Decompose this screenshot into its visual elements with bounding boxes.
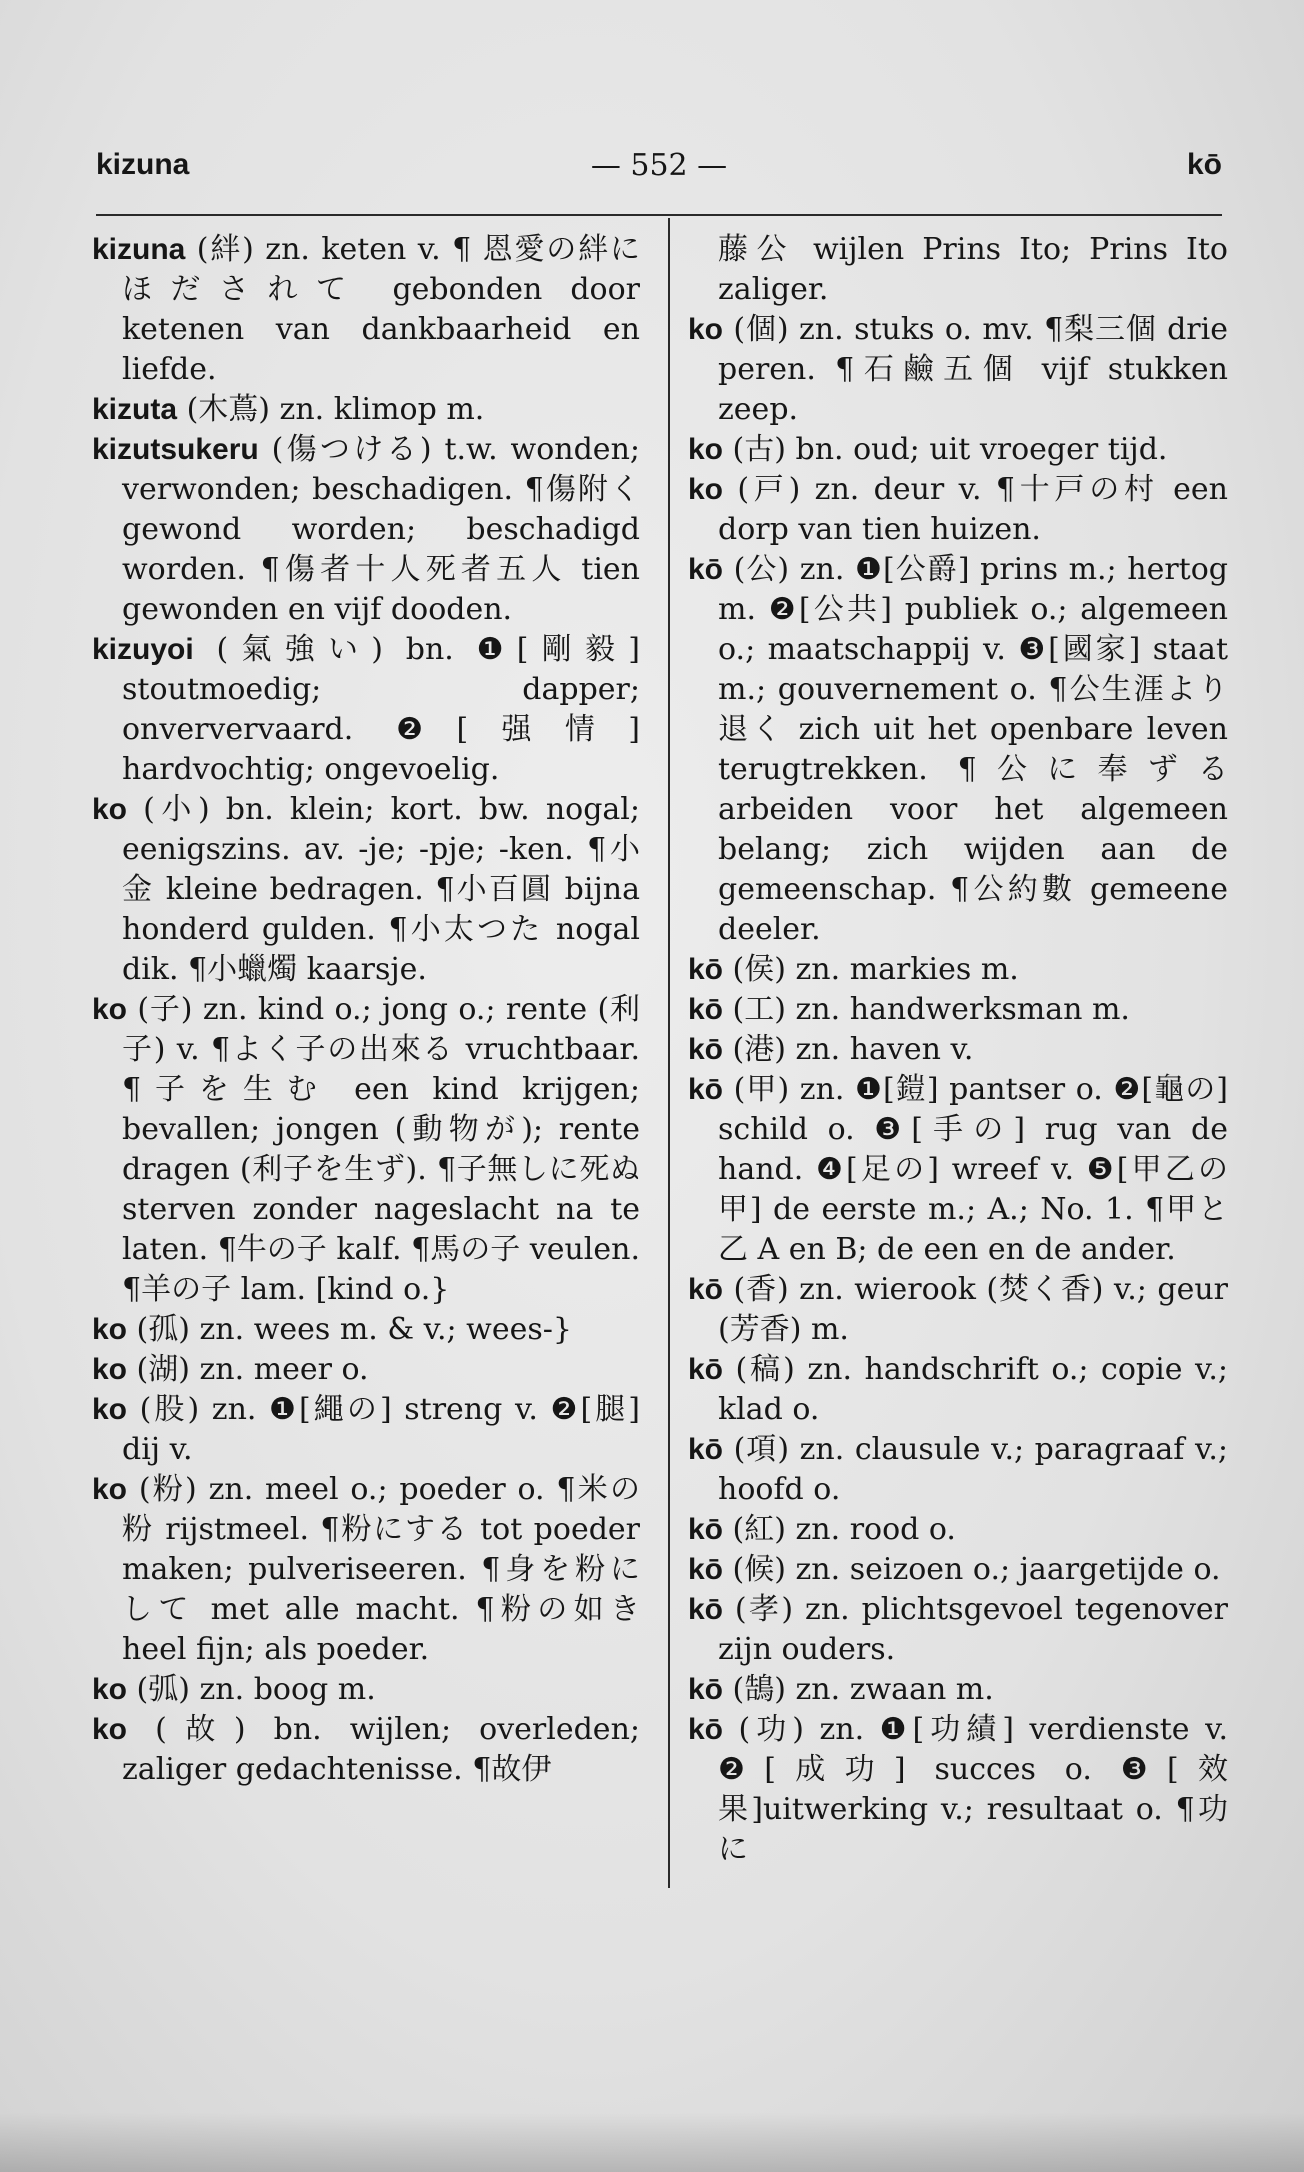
dictionary-entry: [92, 1670, 640, 1710]
dictionary-entry: [688, 1510, 1228, 1550]
dictionary-entry: [688, 1430, 1228, 1510]
entry-definition: (股) zn. ❶[繩の] streng v. ❷[腿] dij v.: [122, 1392, 640, 1467]
dictionary-entry: [688, 550, 1228, 950]
entry-headword: ko: [92, 1473, 128, 1506]
entry-headword: kō: [688, 993, 724, 1026]
dictionary-entry: [688, 470, 1228, 550]
entry-headword: ko: [92, 1673, 128, 1706]
entry-headword: kō: [688, 1433, 724, 1466]
entry-definition: (鵠) zn. zwaan m.: [723, 1672, 994, 1707]
dictionary-entry: [92, 1710, 640, 1790]
running-head-right: kō: [1186, 148, 1222, 181]
entry-definition: (候) zn. seizoen o.; jaargetijde o.: [723, 1552, 1221, 1587]
entry-headword: kizuyoi: [92, 633, 194, 666]
page-header: [96, 148, 1222, 192]
right-column: [688, 230, 1228, 1870]
column-divider: [668, 218, 670, 1888]
left-column: [92, 230, 640, 1790]
entry-definition: (弧) zn. boog m.: [127, 1672, 376, 1707]
dictionary-entry: [688, 310, 1228, 430]
dictionary-entry: [688, 990, 1228, 1030]
dictionary-entry: [92, 990, 640, 1310]
dictionary-entry: [688, 1270, 1228, 1350]
entry-definition: (粉) zn. meel o.; poeder o. ¶米の粉 rijstmeel. ¶粉にする tot poeder maken; pulveriseeren. ¶身を粉にして met alle macht. ¶粉の如き heel fijn; als poeder.: [122, 1472, 640, 1667]
dictionary-entry: [92, 430, 640, 630]
entry-definition: (孤) zn. wees m. & v.; wees-}: [127, 1312, 572, 1347]
entry-headword: ko: [92, 1393, 128, 1426]
entry-headword: kizutsukeru: [92, 433, 259, 466]
entry-headword: kō: [688, 1673, 724, 1706]
dictionary-entry: [92, 1310, 640, 1350]
dictionary-entry: [92, 1350, 640, 1390]
entry-headword: ko: [92, 993, 128, 1026]
entry-headword: ko: [92, 1713, 128, 1746]
entry-definition: (公) zn. ❶[公爵] prins m.; hertog m. ❷[公共] publiek o.; algemeen o.; maatschappij v. ❸[國家] staat m.; gouvernement o. ¶公生涯より退く zich uit het openbare leven terugtrekken. ¶公に奉ずる arbeiden voor het algemeen belang; zich wijden aan de gemeenschap. ¶公約數 gemeene deeler.: [718, 552, 1228, 947]
dictionary-entry: [92, 390, 640, 430]
dictionary-entry: [688, 1550, 1228, 1590]
entry-headword: kō: [688, 1553, 724, 1586]
entry-headword: ko: [92, 1353, 128, 1386]
dictionary-entry: [92, 630, 640, 790]
dictionary-entry: [688, 1710, 1228, 1870]
entry-definition: (紅) zn. rood o.: [723, 1512, 956, 1547]
dictionary-entry: [92, 790, 640, 990]
dictionary-entry: [688, 1670, 1228, 1710]
page-bottom-shadow: [0, 2112, 1304, 2172]
entry-headword: kō: [688, 1513, 724, 1546]
entry-definition: (子) zn. kind o.; jong o.; rente (利子) v. ¶よく子の出來る vruchtbaar. ¶子を生む een kind krijgen; bevallen; jongen (動物が); rente dragen (利子を生ず). ¶子無しに死ぬ sterven zonder nageslacht na te laten. ¶牛の子 kalf. ¶馬の子 veulen. ¶羊の子 lam. [kind o.}: [122, 992, 640, 1307]
entry-definition: (稿) zn. handschrift o.; copie v.; klad o.: [718, 1352, 1228, 1427]
entry-definition: (港) zn. haven v.: [723, 1032, 974, 1067]
entry-definition: (傷つける) t.w. wonden; verwonden; beschadigen. ¶傷附く gewond worden; beschadigd worden. ¶傷者十人死者五人 tien gewonden en vijf dooden.: [122, 432, 640, 627]
dictionary-entry: [688, 430, 1228, 470]
entry-definition: (湖) zn. meer o.: [127, 1352, 369, 1387]
dictionary-entry: [688, 1070, 1228, 1270]
entry-definition: (工) zn. handwerksman m.: [723, 992, 1130, 1027]
entry-headword: ko: [688, 433, 724, 466]
dictionary-entry: [92, 1390, 640, 1470]
entry-headword: kō: [688, 1033, 724, 1066]
header-rule: [96, 214, 1222, 216]
entry-definition: (小) bn. klein; kort. bw. nogal; eenigszins. av. -je; -pje; -ken. ¶小金 kleine bedragen. ¶小百圓 bijna honderd gulden. ¶小太つた nogal dik. ¶小蠟燭 kaarsje.: [122, 792, 640, 987]
entry-headword: kō: [688, 1593, 724, 1626]
entry-headword: kō: [688, 1713, 724, 1746]
entry-headword: kō: [688, 1273, 724, 1306]
dictionary-entry: [688, 1350, 1228, 1430]
entry-definition: (侯) zn. markies m.: [723, 952, 1019, 987]
entry-headword: kō: [688, 553, 724, 586]
entry-headword: ko: [92, 793, 128, 826]
dictionary-entry: [92, 1470, 640, 1670]
entry-definition: (戸) zn. deur v. ¶十戸の村 een dorp van tien huizen.: [718, 472, 1228, 547]
entry-headword: kizuna: [92, 233, 186, 266]
entry-headword: kō: [688, 1073, 724, 1106]
entry-definition: (甲) zn. ❶[鎧] pantser o. ❷[龜の] schild o. ❸[手の] rug van de hand. ❹[足の] wreef v. ❺[甲乙の甲] de eerste m.; A.; No. 1. ¶甲と乙 A en B; de een en de ander.: [718, 1072, 1228, 1267]
entry-definition: (古) bn. oud; uit vroeger tijd.: [723, 432, 1168, 467]
entry-definition: (項) zn. clausule v.; paragraaf v.; hoofd o.: [718, 1432, 1228, 1507]
dictionary-entry: [92, 230, 640, 390]
running-head-left: kizuna: [96, 148, 190, 181]
entry-continuation: 藤公 wijlen Prins Ito; Prins Ito zaliger.: [718, 232, 1228, 307]
dictionary-entry: [688, 950, 1228, 990]
page-number: — 552 —: [590, 148, 728, 183]
entry-definition: (孝) zn. plichtsgevoel tegenover zijn ouders.: [718, 1592, 1228, 1667]
dictionary-entry: [688, 1590, 1228, 1670]
entry-definition: (香) zn. wierook (焚く香) v.; geur (芳香) m.: [718, 1272, 1228, 1347]
entry-definition: (故) bn. wijlen; overleden; zaliger gedachtenisse. ¶故伊: [122, 1712, 640, 1787]
entry-definition: (氣強い) bn. ❶[剛毅] stoutmoedig; dapper; onververvaard. ❷[强情] hardvochtig; ongevoelig.: [122, 632, 640, 787]
dictionary-entry: [688, 1030, 1228, 1070]
entry-headword: ko: [92, 1313, 128, 1346]
entry-headword: ko: [688, 473, 724, 506]
entry-headword: kō: [688, 953, 724, 986]
entry-headword: ko: [688, 313, 724, 346]
entry-headword: kō: [688, 1353, 724, 1386]
entry-headword: kizuta: [92, 393, 178, 426]
entry-definition: (個) zn. stuks o. mv. ¶梨三個 drie peren. ¶石鹼五個 vijf stukken zeep.: [718, 312, 1228, 427]
entry-definition: (木蔦) zn. klimop m.: [177, 392, 485, 427]
entry-definition: (功) zn. ❶[功績] verdienste v. ❷[成功] succes o. ❸[效果]uitwerking v.; resultaat o. ¶功に: [718, 1712, 1228, 1867]
entry-definition: (絆) zn. keten v. ¶ 恩愛の絆にほだされて gebonden door ketenen van dankbaarheid en liefde.: [122, 232, 640, 387]
